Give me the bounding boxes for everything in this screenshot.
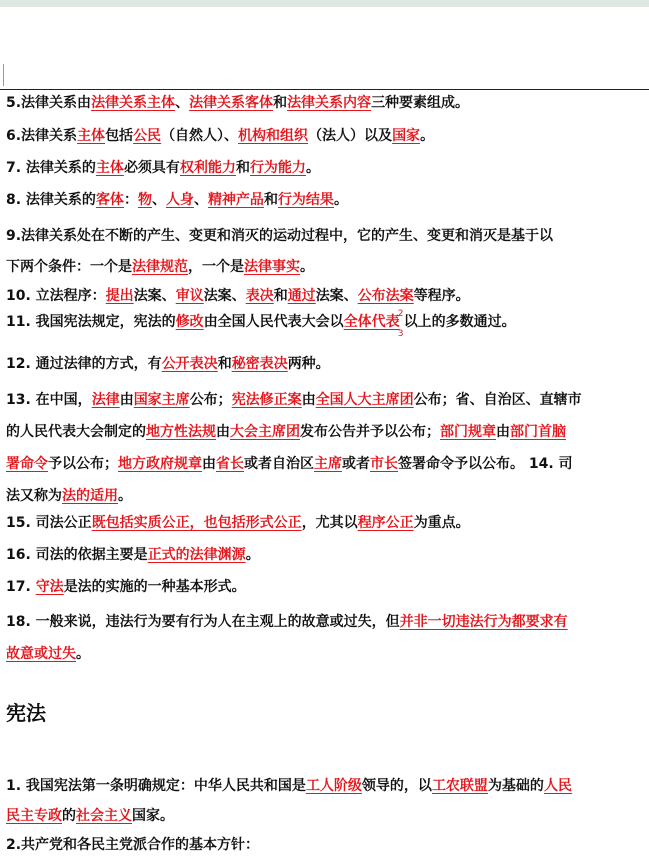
highlight-term: 法律关系主体: [91, 95, 176, 111]
highlight-term: 法律事实: [244, 259, 300, 275]
text-segment: 12. 通过法律的方式，有: [6, 356, 162, 372]
line-18b: [6, 645, 90, 663]
text-segment: 为基础的: [487, 778, 544, 794]
text-segment: 的: [62, 808, 76, 824]
line-11: [6, 309, 516, 339]
constitution-line-2: [6, 836, 259, 854]
text-segment: 下两个条件：一个是: [6, 259, 132, 275]
text-segment: 和: [263, 192, 278, 208]
text-segment: （法人）以及: [308, 128, 393, 144]
highlight-term: 工人阶级: [305, 778, 362, 794]
line-13c: [6, 455, 573, 473]
text-segment: 6.法律关系: [6, 128, 78, 144]
text-segment: 由: [301, 392, 316, 408]
line-12: [6, 355, 330, 373]
highlight-term: 地方性法规: [146, 424, 216, 440]
text-segment: 法案、: [315, 288, 358, 304]
highlight-term: 省长: [216, 456, 244, 472]
text-segment: 发布公告并予以公布；: [300, 424, 440, 440]
text-segment: 由: [202, 456, 216, 472]
text-segment: 、: [151, 192, 166, 208]
text-segment: 17.: [6, 579, 36, 595]
text-segment: （自然人）、: [161, 128, 239, 144]
highlight-term: 正式的法律渊源: [147, 547, 246, 563]
text-segment: 三种要素组成。: [371, 95, 470, 111]
text-segment: 、: [193, 192, 208, 208]
highlight-term: 工农联盟: [431, 778, 488, 794]
text-segment: ，尤其以: [301, 515, 358, 531]
line-14: [6, 487, 132, 505]
text-segment: 9.法律关系处在不断的产生、变更和消灭的运动过程中，它的产生、变更和消灭是基于以: [6, 228, 554, 244]
top-bar: [0, 0, 649, 7]
text-segment: 。: [118, 488, 132, 504]
text-segment: 8. 法律关系的: [6, 192, 96, 208]
highlight-term: 通过: [287, 288, 316, 304]
line-8: [6, 191, 348, 209]
text-segment: 和: [235, 160, 250, 176]
text-segment: ：: [123, 192, 138, 208]
highlight-term: 修改: [175, 314, 204, 330]
text-segment: 15. 司法公正: [6, 515, 92, 531]
line-16: [6, 546, 260, 564]
text-segment: 16. 司法的依据主要是: [6, 547, 148, 563]
margin-tick: [3, 64, 4, 86]
constitution-line-1a: [6, 777, 572, 795]
highlight-term: 守法: [35, 579, 64, 595]
highlight-term: 全国人大主席团: [315, 392, 414, 408]
highlight-term: 主体: [95, 160, 124, 176]
text-segment: 18. 一般来说，违法行为要有行为人在主观上的故意或过失，但: [6, 614, 400, 630]
text-segment: 法案、: [203, 288, 246, 304]
highlight-term: 地方政府规章: [118, 456, 202, 472]
line-17: [6, 578, 246, 596]
line-9a: [6, 227, 553, 245]
text-segment: 法又称为: [6, 488, 62, 504]
text-segment: 予以公布；: [48, 456, 118, 472]
line-13b: [6, 423, 566, 441]
line-10: [6, 287, 470, 305]
text-segment: 10. 立法程序：: [6, 288, 106, 304]
text-segment: 领导的，以: [361, 778, 432, 794]
text-segment: 和: [273, 288, 288, 304]
highlight-term: 国家: [392, 128, 421, 144]
text-segment: 签署命令予以公布。 14. 司: [398, 456, 573, 472]
highlight-term: 公开表决: [161, 356, 218, 372]
text-segment: 公布；省、自治区、直辖市: [413, 392, 582, 408]
highlight-term: 提出: [105, 288, 134, 304]
text-segment: 由: [119, 392, 134, 408]
text-segment: 必须具有: [123, 160, 180, 176]
highlight-term: 人民: [543, 778, 572, 794]
text-segment: 1. 我国宪法第一条明确规定：中华人民共和国是: [6, 778, 306, 794]
text-segment: 公布；: [189, 392, 232, 408]
text-segment: 和: [273, 95, 288, 111]
highlight-term: 物: [137, 192, 152, 208]
highlight-term: 主席: [314, 456, 342, 472]
line-9b: [6, 258, 314, 276]
highlight-term: 全体代表: [343, 314, 400, 330]
text-segment: 或者自治区: [244, 456, 314, 472]
text-segment: 等程序。: [413, 288, 470, 304]
text-segment: 。: [245, 547, 260, 563]
text-segment: 国家。: [132, 808, 174, 824]
highlight-term: 公民: [133, 128, 162, 144]
fraction-two-thirds: [397, 309, 404, 339]
highlight-term: 行为结果: [277, 192, 334, 208]
highlight-term: 客体: [95, 192, 124, 208]
line-13a: [6, 391, 582, 409]
highlight-term: 市长: [370, 456, 398, 472]
text-segment: 。: [76, 646, 90, 662]
highlight-term: 法律关系内容: [287, 95, 372, 111]
text-segment: 。: [420, 128, 435, 144]
text-segment: 包括: [105, 128, 134, 144]
highlight-term: 并非一切违法行为都要求有: [399, 614, 568, 630]
text-segment: 由: [216, 424, 230, 440]
highlight-term: 法律规范: [132, 259, 188, 275]
highlight-term: 法律关系客体: [189, 95, 274, 111]
highlight-term: 审议: [175, 288, 204, 304]
highlight-term: 表决: [245, 288, 274, 304]
text-segment: 的人民代表大会制定的: [6, 424, 146, 440]
fraction-numerator: 2: [397, 309, 404, 319]
line-6: [6, 127, 434, 145]
highlight-term: 社会主义: [76, 808, 132, 824]
highlight-term: 权利能力: [179, 160, 236, 176]
highlight-term: 人身: [165, 192, 194, 208]
text-segment: 11. 我国宪法规定，宪法的: [6, 314, 176, 330]
text-segment: 13. 在中国，: [6, 392, 92, 408]
highlight-term: 宪法修正案: [231, 392, 302, 408]
fraction-denominator: 3: [397, 329, 404, 339]
text-segment: 7. 法律关系的: [6, 160, 96, 176]
highlight-term: 部门规章: [440, 424, 496, 440]
text-segment: ，一个是: [188, 259, 244, 275]
line-5: [6, 94, 469, 112]
text-segment: 2.共产党和各民主党派合作的基本方针：: [6, 837, 260, 853]
constitution-line-1b: [6, 807, 174, 825]
highlight-term: 故意或过失: [6, 646, 76, 662]
text-segment: 。: [305, 160, 320, 176]
highlight-term: 程序公正: [357, 515, 414, 531]
highlight-term: 既包括实质公正，也包括形式公正: [91, 515, 302, 531]
highlight-term: 秘密表决: [231, 356, 288, 372]
highlight-term: 大会主席团: [230, 424, 300, 440]
text-segment: 、: [175, 95, 190, 111]
text-segment: 是法的实施的一种基本形式。: [63, 579, 246, 595]
highlight-term: 精神产品: [207, 192, 264, 208]
highlight-term: 国家主席: [133, 392, 190, 408]
highlight-term: 行为能力: [249, 160, 306, 176]
highlight-term: 部门首脑: [510, 424, 566, 440]
text-segment: 和: [217, 356, 232, 372]
text-segment: 以上的多数通过。: [403, 314, 516, 330]
text-segment: 为重点。: [413, 515, 470, 531]
highlight-term: 机构和组织: [238, 128, 309, 144]
text-segment: 法案、: [133, 288, 176, 304]
highlight-term: 署命令: [6, 456, 48, 472]
text-segment: 或者: [342, 456, 370, 472]
line-7: [6, 159, 320, 177]
text-segment: 由: [496, 424, 510, 440]
text-segment: 两种。: [287, 356, 330, 372]
highlight-term: 法律: [91, 392, 120, 408]
highlight-term: 公布法案: [357, 288, 414, 304]
section-heading: 宪法: [6, 701, 46, 725]
text-segment: 由全国人民代表大会以: [203, 314, 344, 330]
highlight-term: 法的适用: [62, 488, 118, 504]
highlight-term: 民主专政: [6, 808, 62, 824]
text-segment: 5.法律关系由: [6, 95, 92, 111]
highlight-term: 主体: [77, 128, 106, 144]
text-segment: 。: [333, 192, 348, 208]
line-15: [6, 514, 470, 532]
top-rule: [0, 89, 649, 90]
text-segment: 。: [300, 259, 314, 275]
line-18a: [6, 613, 568, 631]
